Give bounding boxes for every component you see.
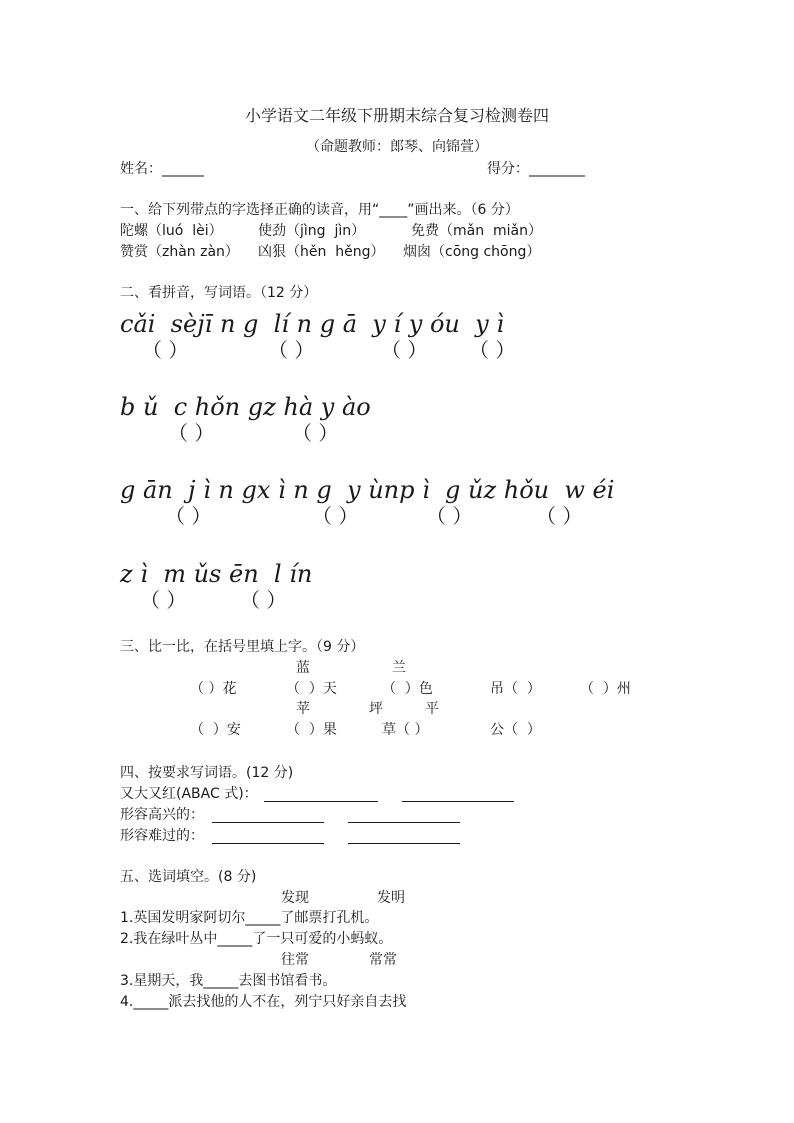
pinyin-choice-item[interactable]: 陀螺（luó lèi） xyxy=(120,223,223,239)
answer-line[interactable] xyxy=(264,801,378,802)
compare-char: 蓝 xyxy=(296,660,310,676)
answer-bracket[interactable]: （ ） xyxy=(142,338,189,362)
fill-blank-item[interactable]: （ ）天 xyxy=(286,681,337,697)
word-prompt: 形容高兴的： xyxy=(120,807,204,823)
page-title: 小学语文二年级下册期末综合复习检测卷四 xyxy=(244,106,549,125)
word-prompt: 形容难过的： xyxy=(120,828,204,844)
pinyin-choice-item[interactable]: 烟囱（cōng chōng） xyxy=(403,244,541,260)
compare-char: 平 xyxy=(425,701,439,717)
pinyin-line: b ǔ c hǒn gz hà y ào xyxy=(120,393,371,421)
fill-blank-item[interactable]: （ ）果 xyxy=(286,722,337,738)
fill-blank-item[interactable]: （ ）州 xyxy=(580,681,631,697)
fill-blank-item[interactable]: 吊（ ） xyxy=(490,681,541,697)
fill-blank-item[interactable]: （ ）色 xyxy=(382,681,433,697)
compare-char: 苹 xyxy=(296,701,310,717)
section3-heading: 三、比一比，在括号里填上字。（9 分） xyxy=(120,639,365,655)
answer-line[interactable] xyxy=(402,801,514,802)
name-field[interactable]: 姓名：______ xyxy=(120,161,204,177)
answer-bracket[interactable]: （ ） xyxy=(381,338,428,362)
answer-bracket[interactable]: （ ） xyxy=(168,421,215,445)
compare-char: 坪 xyxy=(369,701,383,717)
answer-line[interactable] xyxy=(212,843,324,844)
section5-heading: 五、选词填空。(8 分) xyxy=(120,869,257,885)
answer-line[interactable] xyxy=(348,822,460,823)
word-choice: 常常 xyxy=(369,952,397,968)
word-choice: 往常 xyxy=(281,952,309,968)
pinyin-line: cǎi sèjī n g lí n g ā y í y óu y ì xyxy=(120,310,504,338)
score-field[interactable]: 得分：________ xyxy=(487,161,585,177)
section1-heading: 一、给下列带点的字选择正确的读音，用“____”画出来。（6 分） xyxy=(120,202,519,218)
pinyin-choice-item[interactable]: 赞赏（zhàn zàn） xyxy=(120,244,239,260)
fill-sentence[interactable]: 2.我在绿叶丛中_____了一只可爱的小蚂蚁。 xyxy=(120,931,393,947)
answer-line[interactable] xyxy=(212,822,324,823)
word-choice: 发明 xyxy=(377,890,405,906)
pinyin-line: g ān j ì n gx ì n g y ùnp ì g ǔz hǒu w éi xyxy=(120,476,615,504)
answer-bracket[interactable]: （ ） xyxy=(469,338,516,362)
word-choice: 发现 xyxy=(281,890,309,906)
fill-sentence[interactable]: 1.英国发明家阿切尔_____了邮票打孔机。 xyxy=(120,910,379,926)
fill-sentence[interactable]: 3.星期天，我_____去图书馆看书。 xyxy=(120,973,337,989)
fill-sentence[interactable]: 4._____派去找他的人不在，列宁只好亲自去找 xyxy=(120,994,407,1010)
answer-line[interactable] xyxy=(348,843,460,844)
subtitle: （命题教师：郎琴、向锦萱） xyxy=(306,139,488,155)
section4-heading: 四、按要求写词语。(12 分) xyxy=(120,765,294,781)
fill-blank-item[interactable]: 公（ ） xyxy=(490,722,541,738)
pinyin-choice-item[interactable]: 凶狠（hěn hěng） xyxy=(258,244,385,260)
fill-blank-item[interactable]: 草（ ） xyxy=(382,722,429,738)
answer-bracket[interactable]: （ ） xyxy=(140,588,187,612)
section2-heading: 二、看拼音，写词语。（12 分） xyxy=(120,285,318,301)
fill-blank-item[interactable]: （ ）安 xyxy=(190,722,241,738)
answer-bracket[interactable]: （ ） xyxy=(268,338,315,362)
compare-char: 兰 xyxy=(392,660,406,676)
pinyin-choice-item[interactable]: 使劲（jìng jìn） xyxy=(258,223,366,239)
fill-blank-item[interactable]: （ ）花 xyxy=(190,681,237,697)
answer-bracket[interactable]: （ ） xyxy=(292,421,339,445)
answer-bracket[interactable]: （ ） xyxy=(536,504,583,528)
word-prompt: 又大又红(ABAC 式)： xyxy=(120,786,258,802)
answer-bracket[interactable]: （ ） xyxy=(165,504,212,528)
answer-bracket[interactable]: （ ） xyxy=(426,504,473,528)
pinyin-choice-item[interactable]: 免费（mǎn miǎn） xyxy=(411,223,542,239)
pinyin-line: z ì m ǔs ēn l ín xyxy=(120,560,313,588)
answer-bracket[interactable]: （ ） xyxy=(240,588,287,612)
answer-bracket[interactable]: （ ） xyxy=(312,504,359,528)
